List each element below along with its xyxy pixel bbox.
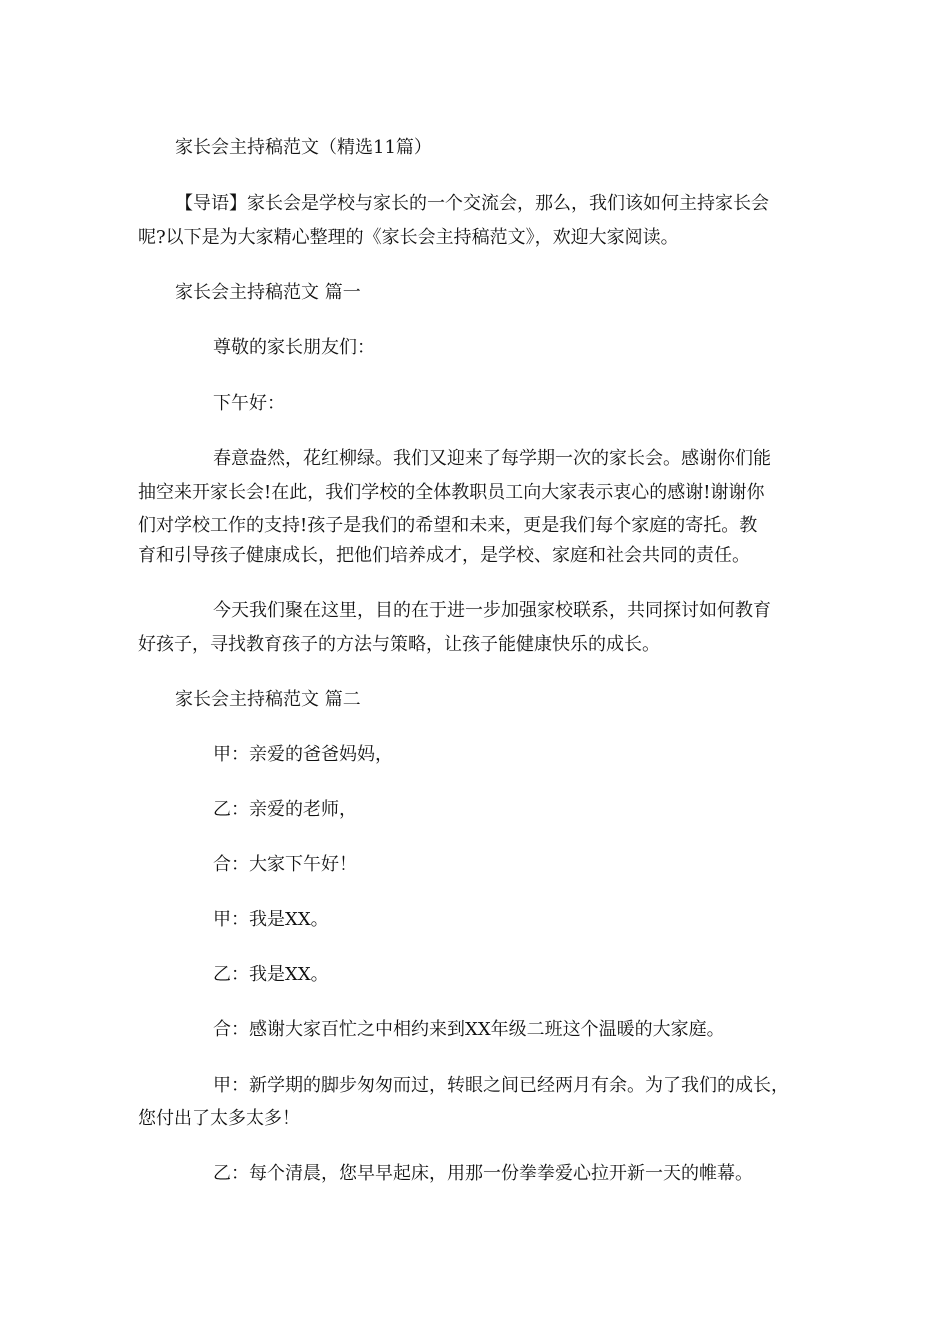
intro-line-2: 呢?以下是为大家精心整理的《家长会主持稿范文》，欢迎大家阅读。 xyxy=(138,227,679,248)
greeting-parents: 尊敬的家长朋友们： xyxy=(213,337,375,358)
dialogue-jia-line-2: 您付出了太多太多！ xyxy=(138,1108,300,1129)
dialogue-yi-last: 乙：每个清晨，您早早起床，用那一份拳拳爱心拉开新一天的帷幕。 xyxy=(213,1163,753,1184)
para1-line-4: 育和引导孩子健康成长，把他们培养成才，是学校、家庭和社会共同的责任。 xyxy=(138,545,750,566)
dialogue-line-4: 甲：我是XX。 xyxy=(213,909,329,930)
dialogue-line-3: 合：大家下午好！ xyxy=(213,854,357,875)
para2-line-2: 好孩子，寻找教育孩子的方法与策略，让孩子能健康快乐的成长。 xyxy=(138,634,660,655)
dialogue-line-6: 合：感谢大家百忙之中相约来到XX年级二班这个温暖的大家庭。 xyxy=(213,1019,725,1040)
intro-line-1: 【导语】家长会是学校与家长的一个交流会，那么，我们该如何主持家长会 xyxy=(175,193,769,214)
dialogue-jia-line-1: 甲：新学期的脚步匆匆而过，转眼之间已经两月有余。为了我们的成长， xyxy=(213,1075,789,1096)
dialogue-line-1: 甲：亲爱的爸爸妈妈， xyxy=(213,744,393,765)
greeting-afternoon: 下午好： xyxy=(213,393,285,414)
para2-line-1: 今天我们聚在这里，目的在于进一步加强家校联系，共同探讨如何教育 xyxy=(213,600,771,621)
dialogue-line-2: 乙：亲爱的老师， xyxy=(213,799,357,820)
para1-line-2: 抽空来开家长会!在此，我们学校的全体教职员工向大家表示衷心的感谢!谢谢你 xyxy=(138,482,765,503)
section2-heading: 家长会主持稿范文 篇二 xyxy=(175,689,361,710)
dialogue-line-5: 乙：我是XX。 xyxy=(213,964,329,985)
section1-heading: 家长会主持稿范文 篇一 xyxy=(175,282,361,303)
para1-line-1: 春意盎然，花红柳绿。我们又迎来了每学期一次的家长会。感谢你们能 xyxy=(213,448,771,469)
para1-line-3: 们对学校工作的支持!孩子是我们的希望和未来，更是我们每个家庭的寄托。教 xyxy=(138,515,758,536)
doc-title: 家长会主持稿范文（精选11篇） xyxy=(175,137,432,158)
